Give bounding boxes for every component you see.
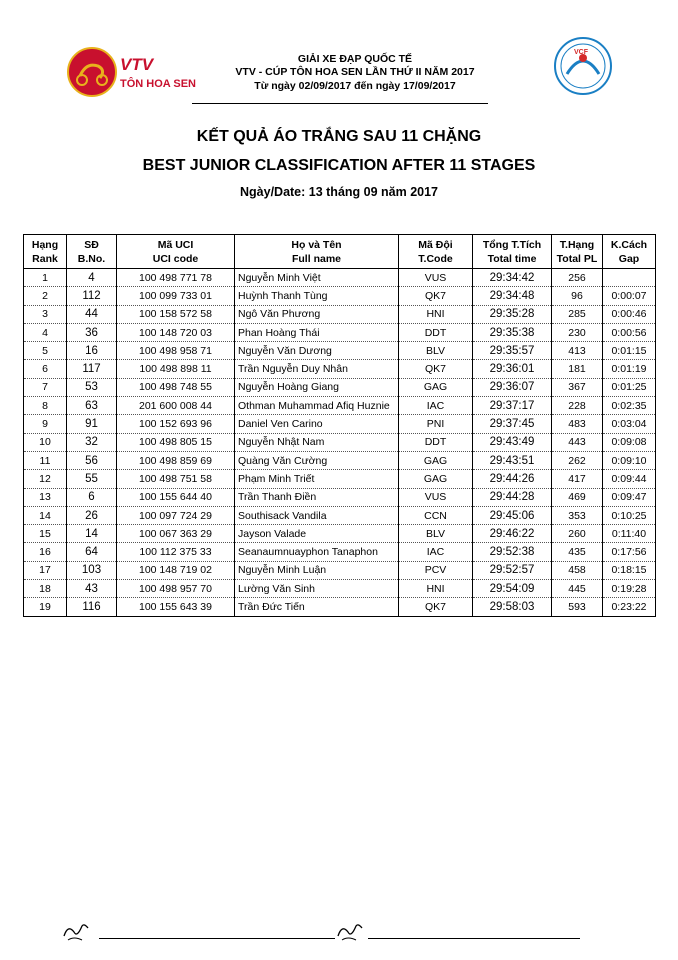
vcf-logo	[553, 36, 613, 96]
logo-vtv-text: VTV	[120, 55, 154, 74]
header-divider	[192, 103, 488, 104]
cell-full-name: Nguyễn Nhật Nam	[235, 433, 399, 451]
cell-full-name: Quàng Văn Cường	[235, 451, 399, 469]
cell-gap: 0:10:25	[603, 506, 656, 524]
table-row	[24, 451, 656, 469]
cell-total-time: 29:35:28	[473, 305, 552, 323]
cell-rank: 18	[24, 580, 67, 598]
cell-rank: 15	[24, 525, 67, 543]
cell-team-code: DDT	[399, 323, 473, 341]
cell-full-name: Huỳnh Thanh Tùng	[235, 287, 399, 305]
cell-team-code: PCV	[399, 561, 473, 579]
cell-team-code: IAC	[399, 397, 473, 415]
cell-uci-code: 100 498 957 70	[117, 580, 235, 598]
cell-gap: 0:03:04	[603, 415, 656, 433]
cell-rank: 2	[24, 287, 67, 305]
cell-total-time: 29:52:57	[473, 561, 552, 579]
cell-bib: 112	[67, 287, 117, 305]
table-row	[24, 433, 656, 451]
table-row	[24, 397, 656, 415]
cell-bib: 55	[67, 470, 117, 488]
cell-rank: 9	[24, 415, 67, 433]
table-row	[24, 269, 656, 287]
table-row	[24, 506, 656, 524]
cell-total-time: 29:37:17	[473, 397, 552, 415]
cell-total-pl: 417	[552, 470, 603, 488]
table-row	[24, 378, 656, 396]
header-bib: SĐ B.No.	[67, 235, 117, 269]
vtv-ton-hoa-sen-logo	[62, 40, 202, 100]
cell-team-code: QK7	[399, 360, 473, 378]
cell-bib: 44	[67, 305, 117, 323]
cell-uci-code: 100 155 643 39	[117, 598, 235, 616]
cell-rank: 1	[24, 269, 67, 287]
cell-total-pl: 353	[552, 506, 603, 524]
cell-team-code: GAG	[399, 470, 473, 488]
cell-rank: 5	[24, 342, 67, 360]
cell-total-pl: 256	[552, 269, 603, 287]
cell-rank: 19	[24, 598, 67, 616]
cell-uci-code: 100 498 898 11	[117, 360, 235, 378]
cell-uci-code: 100 498 751 58	[117, 470, 235, 488]
table-row	[24, 323, 656, 341]
cell-uci-code: 100 158 572 58	[117, 305, 235, 323]
cell-total-time: 29:44:26	[473, 470, 552, 488]
event-title-line1: GIẢI XE ĐẠP QUỐC TẾ	[297, 53, 413, 65]
event-title-line2: VTV - CÚP TÔN HOA SEN LẦN THỨ II NĂM 2017	[235, 66, 475, 78]
cell-total-pl: 262	[552, 451, 603, 469]
signature-area	[0, 910, 678, 950]
cell-total-pl: 367	[552, 378, 603, 396]
classification-title-vn: KẾT QUẢ ÁO TRẮNG SAU 11 CHẶNG	[196, 128, 482, 145]
cell-uci-code: 100 148 719 02	[117, 561, 235, 579]
cell-team-code: CCN	[399, 506, 473, 524]
cell-team-code: BLV	[399, 342, 473, 360]
cell-gap: 0:09:08	[603, 433, 656, 451]
cell-bib: 64	[67, 543, 117, 561]
cell-full-name: Nguyễn Hoàng Giang	[235, 378, 399, 396]
header-time: Tổng T.Tích Total time	[473, 235, 552, 269]
cell-bib: 103	[67, 561, 117, 579]
cell-gap: 0:00:46	[603, 305, 656, 323]
cell-uci-code: 100 112 375 33	[117, 543, 235, 561]
cell-rank: 16	[24, 543, 67, 561]
cell-gap: 0:09:47	[603, 488, 656, 506]
cell-team-code: VUS	[399, 488, 473, 506]
table-row	[24, 287, 656, 305]
cell-rank: 14	[24, 506, 67, 524]
classification-date: Ngày/Date: 13 tháng 09 năm 2017	[240, 185, 438, 199]
cell-bib: 43	[67, 580, 117, 598]
signature-mark-icon	[336, 920, 364, 942]
cell-total-time: 29:46:22	[473, 525, 552, 543]
cell-full-name: Nguyễn Minh Luận	[235, 561, 399, 579]
cell-bib: 116	[67, 598, 117, 616]
cell-total-pl: 260	[552, 525, 603, 543]
cell-uci-code: 100 498 859 69	[117, 451, 235, 469]
cell-gap: 0:00:56	[603, 323, 656, 341]
cell-uci-code: 201 600 008 44	[117, 397, 235, 415]
cell-full-name: Trần Đức Tiến	[235, 598, 399, 616]
signature-mark-icon	[62, 920, 90, 942]
cell-bib: 63	[67, 397, 117, 415]
cell-gap: 0:01:19	[603, 360, 656, 378]
cell-total-time: 29:34:48	[473, 287, 552, 305]
results-body	[24, 269, 656, 617]
cell-total-time: 29:44:28	[473, 488, 552, 506]
cell-bib: 16	[67, 342, 117, 360]
cell-full-name: Southisack Vandila	[235, 506, 399, 524]
header-gap: K.Cách Gap	[603, 235, 656, 269]
cell-total-pl: 458	[552, 561, 603, 579]
event-date-range: Từ ngày 02/09/2017 đến ngày 17/09/2017	[254, 80, 456, 92]
cell-total-pl: 413	[552, 342, 603, 360]
cell-team-code: IAC	[399, 543, 473, 561]
cell-uci-code: 100 148 720 03	[117, 323, 235, 341]
cell-total-pl: 445	[552, 580, 603, 598]
cell-total-time: 29:36:07	[473, 378, 552, 396]
cell-team-code: PNI	[399, 415, 473, 433]
cell-rank: 7	[24, 378, 67, 396]
header-uci: Mã UCI UCI code	[117, 235, 235, 269]
cell-total-pl: 228	[552, 397, 603, 415]
cell-bib: 32	[67, 433, 117, 451]
signature-line-right	[368, 938, 580, 939]
cell-gap: 0:19:28	[603, 580, 656, 598]
cell-gap: 0:09:10	[603, 451, 656, 469]
header-team: Mã Đội T.Code	[399, 235, 473, 269]
cell-bib: 91	[67, 415, 117, 433]
cell-bib: 36	[67, 323, 117, 341]
cell-gap: 0:00:07	[603, 287, 656, 305]
cell-gap: 0:23:22	[603, 598, 656, 616]
cell-uci-code: 100 498 805 15	[117, 433, 235, 451]
header-rank: Hạng Rank	[24, 235, 67, 269]
cell-full-name: Trần Nguyễn Duy Nhân	[235, 360, 399, 378]
cell-full-name: Phạm Minh Triết	[235, 470, 399, 488]
cell-total-time: 29:43:49	[473, 433, 552, 451]
cell-rank: 6	[24, 360, 67, 378]
cell-team-code: HNI	[399, 305, 473, 323]
classification-title-en: BEST JUNIOR CLASSIFICATION AFTER 11 STAGES	[142, 157, 536, 174]
cell-rank: 11	[24, 451, 67, 469]
cell-total-pl: 181	[552, 360, 603, 378]
table-header-row	[24, 235, 656, 269]
cell-total-time: 29:34:42	[473, 269, 552, 287]
table-row	[24, 342, 656, 360]
cell-total-time: 29:36:01	[473, 360, 552, 378]
cell-uci-code: 100 152 693 96	[117, 415, 235, 433]
cell-uci-code: 100 097 724 29	[117, 506, 235, 524]
logo-brand-text: TÔN HOA SEN	[120, 78, 196, 90]
cell-team-code: GAG	[399, 378, 473, 396]
table-row	[24, 488, 656, 506]
table-row	[24, 561, 656, 579]
table-row	[24, 415, 656, 433]
table-row	[24, 470, 656, 488]
cell-uci-code: 100 498 748 55	[117, 378, 235, 396]
cell-full-name: Nguyễn Minh Việt	[235, 269, 399, 287]
cell-uci-code: 100 067 363 29	[117, 525, 235, 543]
cell-total-pl: 443	[552, 433, 603, 451]
table-row	[24, 305, 656, 323]
cell-uci-code: 100 498 958 71	[117, 342, 235, 360]
cell-gap	[603, 269, 656, 287]
table-row	[24, 580, 656, 598]
signature-line-left	[99, 938, 335, 939]
cell-rank: 12	[24, 470, 67, 488]
cell-team-code: QK7	[399, 598, 473, 616]
table-row	[24, 525, 656, 543]
cell-full-name: Nguyễn Văn Dương	[235, 342, 399, 360]
cell-total-time: 29:58:03	[473, 598, 552, 616]
document-header	[0, 0, 678, 120]
cell-total-time: 29:43:51	[473, 451, 552, 469]
cell-bib: 4	[67, 269, 117, 287]
cell-total-time: 29:52:38	[473, 543, 552, 561]
cell-total-time: 29:35:38	[473, 323, 552, 341]
cell-gap: 0:09:44	[603, 470, 656, 488]
vcf-logo-text: VCF	[574, 49, 588, 56]
table-row	[24, 360, 656, 378]
cell-team-code: DDT	[399, 433, 473, 451]
header-total-pl: T.Hạng Total PL	[552, 235, 603, 269]
cell-total-time: 29:35:57	[473, 342, 552, 360]
cell-gap: 0:02:35	[603, 397, 656, 415]
cell-uci-code: 100 155 644 40	[117, 488, 235, 506]
cell-full-name: Trần Thanh Điền	[235, 488, 399, 506]
cell-team-code: GAG	[399, 451, 473, 469]
cell-total-pl: 469	[552, 488, 603, 506]
cell-rank: 10	[24, 433, 67, 451]
cell-bib: 56	[67, 451, 117, 469]
cell-full-name: Seanaumnuayphon Tanaphon	[235, 543, 399, 561]
cell-total-pl: 435	[552, 543, 603, 561]
cell-total-pl: 230	[552, 323, 603, 341]
cell-bib: 117	[67, 360, 117, 378]
cell-team-code: HNI	[399, 580, 473, 598]
cell-gap: 0:01:25	[603, 378, 656, 396]
cell-uci-code: 100 498 771 78	[117, 269, 235, 287]
cell-full-name: Othman Muhammad Afiq Huznie	[235, 397, 399, 415]
header-name: Họ và Tên Full name	[235, 235, 399, 269]
cell-total-time: 29:54:09	[473, 580, 552, 598]
cell-full-name: Lường Văn Sinh	[235, 580, 399, 598]
cell-bib: 14	[67, 525, 117, 543]
table-row	[24, 543, 656, 561]
cell-total-time: 29:37:45	[473, 415, 552, 433]
cell-rank: 3	[24, 305, 67, 323]
cell-gap: 0:17:56	[603, 543, 656, 561]
cell-bib: 26	[67, 506, 117, 524]
cell-team-code: VUS	[399, 269, 473, 287]
cell-gap: 0:11:40	[603, 525, 656, 543]
cell-uci-code: 100 099 733 01	[117, 287, 235, 305]
cell-gap: 0:01:15	[603, 342, 656, 360]
cell-full-name: Ngô Văn Phương	[235, 305, 399, 323]
cell-team-code: BLV	[399, 525, 473, 543]
cell-rank: 13	[24, 488, 67, 506]
cell-bib: 53	[67, 378, 117, 396]
cell-total-pl: 593	[552, 598, 603, 616]
cell-total-pl: 285	[552, 305, 603, 323]
cell-full-name: Jayson Valade	[235, 525, 399, 543]
cell-total-pl: 483	[552, 415, 603, 433]
cell-total-time: 29:45:06	[473, 506, 552, 524]
cell-full-name: Phan Hoàng Thái	[235, 323, 399, 341]
cell-rank: 17	[24, 561, 67, 579]
cell-gap: 0:18:15	[603, 561, 656, 579]
cell-team-code: QK7	[399, 287, 473, 305]
table-row	[24, 598, 656, 616]
cell-rank: 8	[24, 397, 67, 415]
cell-bib: 6	[67, 488, 117, 506]
cell-full-name: Daniel Ven Carino	[235, 415, 399, 433]
cell-rank: 4	[24, 323, 67, 341]
cell-total-pl: 96	[552, 287, 603, 305]
results-table	[23, 234, 656, 617]
